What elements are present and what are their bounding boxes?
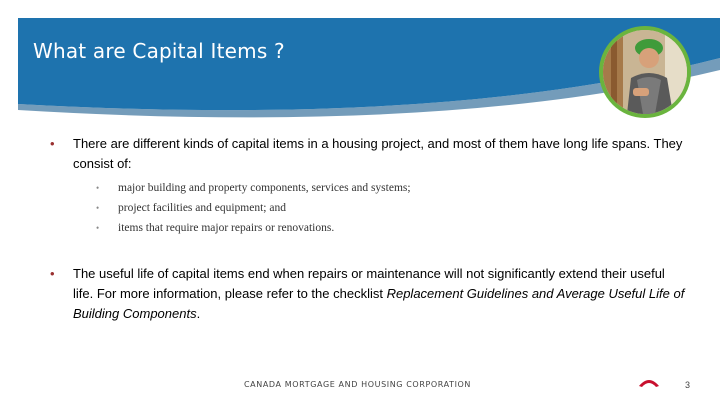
bullet-text: There are different kinds of capital items in a housing project, and most of them have long life spans. They consist of: [73, 136, 683, 171]
sub-bullet-text: items that require major repairs or renovations. [118, 222, 335, 234]
sub-bullet-text: project facilities and equipment; and [118, 202, 286, 214]
bullet-item-2 [50, 264, 690, 328]
worker-photo [603, 30, 687, 114]
sub-bullet-marker: • [96, 203, 100, 213]
sub-bullet-text: major building and property components, services and systems; [118, 182, 411, 194]
cmhc-logo-icon [638, 376, 660, 388]
bullet-text-end: . [196, 306, 201, 321]
sub-bullet-marker: • [96, 183, 100, 193]
page-title: What are Capital Items ? [33, 39, 285, 63]
page-number: 3 [685, 380, 691, 390]
worker-image-icon [603, 30, 687, 114]
bullet-marker: • [50, 136, 55, 151]
sub-bullet-marker: • [96, 223, 100, 233]
checklist-title: Replacement Guidelines and Average Useful Life of Building Components [73, 286, 685, 321]
bullet-marker: • [50, 266, 55, 281]
bullet-item-1 [50, 134, 690, 176]
bullet-text-main: The useful life of capital items end when repairs or maintenance will not significantly extend their useful life. For more information, please refer to the checklist [73, 266, 665, 301]
photo-frame [599, 26, 691, 118]
footer-text: CANADA MORTGAGE AND HOUSING CORPORATION [244, 380, 472, 389]
bullet-text [73, 264, 688, 324]
